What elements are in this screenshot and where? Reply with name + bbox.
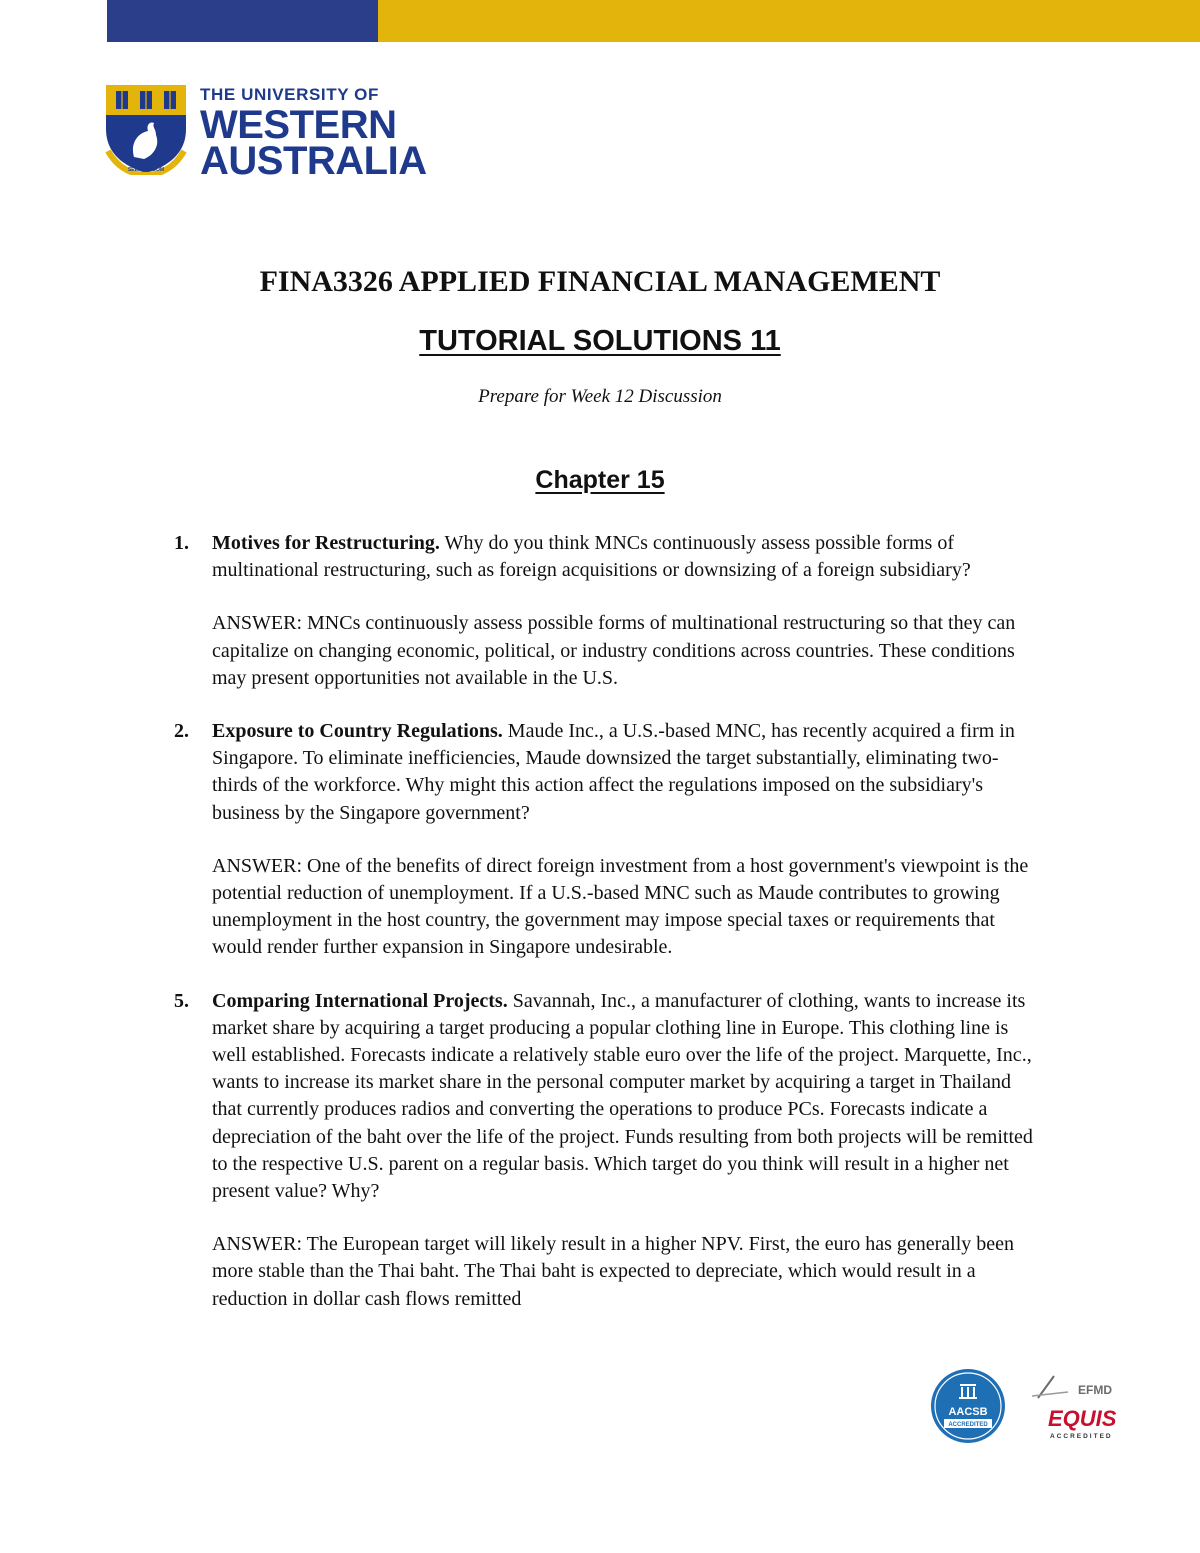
answer-text: ANSWER: The European target will likely result in a higher NPV. First, the euro has generally been more stable than the Thai baht. The Thai baht is expected to depreciate, which would result in a reduction in dollar cash flows remitted: [212, 1233, 1015, 1310]
logo-line-3: AUSTRALIA: [200, 139, 427, 183]
question-item: [174, 718, 1044, 962]
question-title: Comparing International Projects.: [212, 989, 508, 1012]
university-logo: [104, 83, 427, 181]
question-title: Exposure to Country Regulations.: [212, 720, 503, 743]
logo-line-2: WESTERN: [200, 103, 397, 147]
question-body: Savannah, Inc., a manufacturer of clothing, wants to increase its market share by acquiring a target producing a popular clothing line in Europe. This clothing line is well established. Forecasts indicate a relatively stable euro over the life of the project. Marquette, Inc., wants to increase its market share in the personal computer market by acquiring a target in Thailand that currently produces radios and converting the operations to produce PCs. Forecasts indicate a depreciation of the baht over the life of the project. Funds resulting from both projects will be remitted to the respective U.S. parent on a regular basis. Which target do you think will result in a higher net present value? Why?: [212, 989, 1033, 1203]
answer-text: ANSWER: MNCs continuously assess possible forms of multinational restructuring so that they can capitalize on changing economic, political, or industry conditions across countries. These conditions may present opportunities not available in the U.S.: [212, 612, 1016, 689]
question-body: Why do you think MNCs continuously assess possible forms of multinational restructuring, such as foreign acquisitions or downsizing of a foreign subsidiary?: [212, 532, 971, 582]
answer-text: ANSWER: One of the benefits of direct foreign investment from a host government's viewpoint is the potential reduction of unemployment. If a U.S.-based MNC such as Maude contributes to growing unemployment in the host country, the government may impose special taxes or requirements that would render further expansion in Singapore undesirable.: [212, 854, 1029, 959]
aacsb-accredited-badge-icon: [930, 1368, 1006, 1444]
question-body: Maude Inc., a U.S.-based MNC, has recently acquired a firm in Singapore. To eliminate inefficiencies, Maude downsized the target substantially, eliminating two-thirds of the workforce. Why might this action affect the regulations imposed on the subsidiary's business by the Singapore government?: [212, 720, 1015, 824]
question-number: 2.: [174, 720, 189, 743]
header-color-bar: [107, 0, 1200, 42]
chapter-heading: Chapter 15: [535, 466, 665, 494]
question-text: [212, 530, 1044, 584]
header-blue-band: [107, 0, 378, 42]
tutorial-title: TUTORIAL SOLUTIONS 11: [419, 325, 781, 357]
svg-text:EQUIS: EQUIS: [1048, 1406, 1117, 1431]
question-text: [212, 718, 1044, 827]
svg-text:EFMD: EFMD: [1078, 1383, 1112, 1397]
logo-line-1: THE UNIVERSITY OF: [200, 85, 379, 104]
svg-text:SEEK WISDOM: SEEK WISDOM: [127, 167, 165, 173]
subtitle: Prepare for Week 12 Discussion: [478, 386, 722, 407]
question-number: 1.: [174, 532, 189, 554]
question-item: [174, 530, 1044, 692]
course-title: FINA3326 APPLIED FINANCIAL MANAGEMENT: [259, 265, 941, 298]
question-text: [212, 988, 1044, 1206]
university-crest-icon: [104, 83, 188, 175]
svg-text:ACCREDITED: ACCREDITED: [948, 1422, 988, 1428]
question-item: [174, 988, 1044, 1313]
svg-text:AACSB: AACSB: [948, 1406, 988, 1418]
svg-text:ACCREDITED: ACCREDITED: [1050, 1433, 1113, 1440]
question-number: 5.: [174, 989, 189, 1012]
efmd-equis-accredited-badge-icon: [1028, 1372, 1124, 1444]
header-gold-band: [378, 0, 1200, 42]
question-title: Motives for Restructuring.: [212, 532, 440, 554]
question-list: [174, 530, 1044, 1339]
